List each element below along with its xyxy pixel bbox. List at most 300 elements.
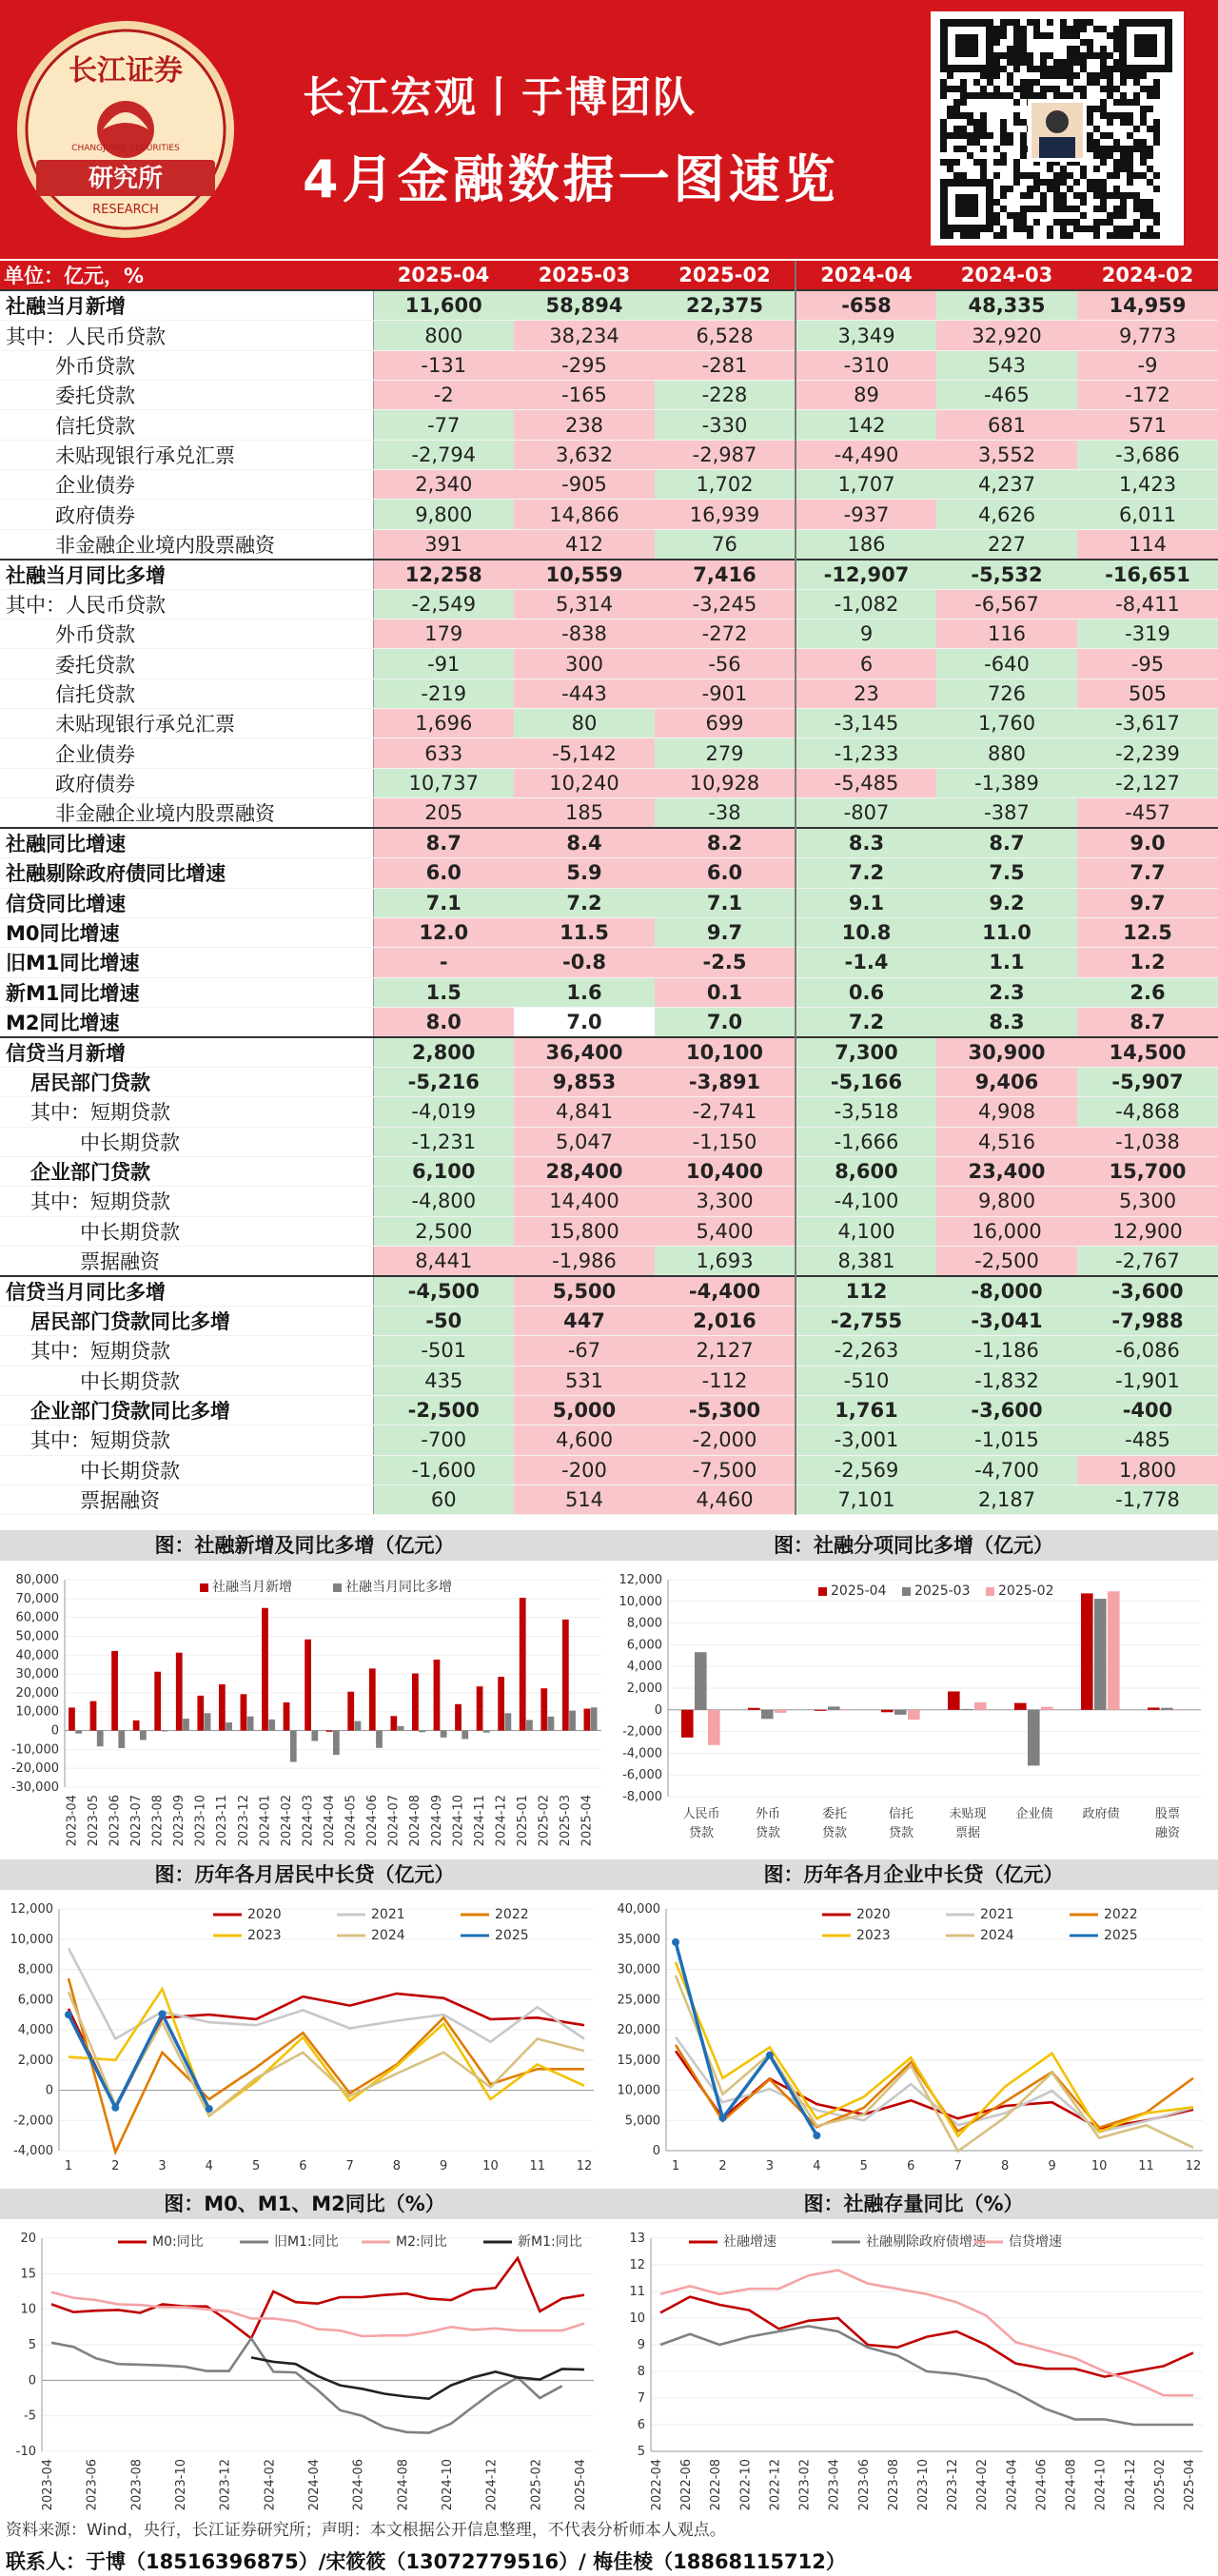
- table-cell: -1,038: [1077, 1127, 1218, 1156]
- bar: [311, 1731, 318, 1741]
- table-cell: 7.1: [655, 888, 796, 917]
- table-cell: -700: [373, 1426, 514, 1455]
- table-cell: 7.2: [796, 1007, 936, 1037]
- y-tick-label: 10: [20, 2302, 36, 2317]
- legend-label: 社融增速: [723, 2234, 776, 2250]
- x-tick-label: 1: [671, 2159, 680, 2173]
- row-label: 其中：短期贷款: [0, 1097, 373, 1127]
- x-tick-label: 2025-03: [559, 1795, 574, 1847]
- col-header: 2024-02: [1077, 261, 1218, 290]
- table-row: [0, 500, 1218, 529]
- y-tick-label: 0: [45, 2083, 53, 2098]
- table-cell: -165: [514, 381, 655, 410]
- data-point: [65, 2011, 72, 2018]
- table-cell: 10,240: [514, 768, 655, 797]
- table-cell: 2.6: [1077, 977, 1218, 1007]
- x-tick-label: 2024-12: [484, 2459, 500, 2511]
- data-point: [206, 2105, 213, 2113]
- table-cell: 89: [796, 381, 936, 410]
- bar: [1108, 1591, 1120, 1710]
- table-cell: -228: [655, 381, 796, 410]
- row-label: 新M1同比增速: [0, 977, 373, 1007]
- bar: [775, 1710, 787, 1713]
- table-cell: -905: [514, 470, 655, 500]
- y-tick-label: -10: [15, 2445, 36, 2459]
- y-tick-label: 2,000: [626, 1681, 662, 1696]
- table-cell: 5,500: [514, 1276, 655, 1307]
- table-cell: -77: [373, 410, 514, 440]
- y-tick-label: 8,000: [17, 1962, 53, 1977]
- bar: [1014, 1703, 1027, 1710]
- legend-label: 2020: [247, 1907, 282, 1922]
- x-tick-label: 2023-04: [65, 1795, 80, 1847]
- table-row: [0, 1426, 1218, 1455]
- row-label: 外币贷款: [0, 619, 373, 649]
- table-cell: 185: [514, 798, 655, 829]
- bar: [205, 1713, 211, 1730]
- x-tick-label: 2: [111, 2159, 120, 2173]
- bar: [333, 1731, 340, 1756]
- bar: [948, 1691, 960, 1709]
- table-cell: 11,600: [373, 290, 514, 321]
- table-cell: -658: [796, 290, 936, 321]
- table-row: [0, 1097, 1218, 1127]
- table-cell: 10,100: [655, 1037, 796, 1068]
- row-label: 信贷同比增速: [0, 888, 373, 917]
- row-label: 非金融企业境内股票融资: [0, 529, 373, 560]
- x-tick-label: 5: [251, 2159, 261, 2173]
- legend-label: 旧M1:同比: [274, 2234, 339, 2250]
- table-cell: 0.6: [796, 977, 936, 1007]
- table-row: [0, 1366, 1218, 1395]
- table-cell: 28,400: [514, 1156, 655, 1186]
- col-header: 2025-02: [655, 261, 796, 290]
- x-tick-label: 融资: [1154, 1826, 1181, 1840]
- x-tick-label: 2023-09: [172, 1795, 187, 1847]
- row-label: 其中：短期贷款: [0, 1187, 373, 1216]
- table-cell: 7.0: [514, 1007, 655, 1037]
- table-row: [0, 858, 1218, 888]
- table-cell: -1,600: [373, 1455, 514, 1485]
- x-tick-label: 2024-02: [279, 1795, 294, 1847]
- table-row: [0, 977, 1218, 1007]
- table-cell: -12,907: [796, 560, 936, 590]
- row-label: 信托贷款: [0, 410, 373, 440]
- row-label: 政府债券: [0, 500, 373, 529]
- y-tick-label: -4,000: [622, 1746, 662, 1761]
- table-cell: 3,300: [655, 1187, 796, 1216]
- bar: [326, 1731, 333, 1732]
- table-cell: -295: [514, 350, 655, 380]
- table-cell: 6.0: [655, 858, 796, 888]
- x-tick-label: 2024-03: [301, 1795, 316, 1847]
- y-tick-label: -2,000: [13, 2114, 53, 2129]
- x-tick-label: 2024-12: [1123, 2459, 1138, 2511]
- chart-social-financing: [0, 1563, 609, 1856]
- legend-label: 2021: [980, 1907, 1014, 1922]
- bar: [974, 1702, 987, 1710]
- table-cell: 880: [936, 738, 1077, 768]
- x-tick-label: 2024-08: [396, 2459, 411, 2511]
- table-cell: 8.0: [373, 1007, 514, 1037]
- x-tick-label: 2024-07: [386, 1795, 402, 1847]
- x-tick-label: 2025-04: [574, 2459, 588, 2511]
- y-tick-label: 6,000: [17, 1993, 53, 2008]
- source-note: 资料来源：Wind，央行，长江证券研究所；声明：本文根据公开信息整理，不代表分析师本人观点。: [6, 2521, 726, 2540]
- legend-label: M2:同比: [396, 2234, 447, 2250]
- col-header: 2025-04: [373, 261, 514, 290]
- row-label: 信托贷款: [0, 678, 373, 708]
- x-tick-label: 7: [953, 2159, 962, 2173]
- x-tick-label: 2022-10: [738, 2459, 754, 2511]
- table-cell: -1,778: [1077, 1485, 1218, 1515]
- table-cell: -3,145: [796, 709, 936, 738]
- table-cell: 447: [514, 1306, 655, 1335]
- x-tick-label: 外币: [755, 1807, 781, 1821]
- y-tick-label: -8,000: [622, 1790, 662, 1804]
- bar: [133, 1721, 140, 1731]
- y-tick-label: 0: [50, 1723, 59, 1739]
- table-row: [0, 798, 1218, 829]
- panel-title-3: 图：历年各月居民中长贷（亿元）: [0, 1859, 609, 1890]
- table-cell: 9.2: [936, 888, 1077, 917]
- table-cell: 8.7: [936, 828, 1077, 858]
- y-tick-label: 40,000: [15, 1648, 59, 1663]
- table-row: [0, 529, 1218, 560]
- x-tick-label: 8: [392, 2159, 402, 2173]
- row-label: 其中：短期贷款: [0, 1336, 373, 1366]
- bar: [526, 1720, 533, 1730]
- bar: [226, 1722, 232, 1731]
- series-line: [676, 2051, 1193, 2128]
- table-cell: -67: [514, 1336, 655, 1366]
- row-label: 委托贷款: [0, 381, 373, 410]
- x-tick-label: 2024-08: [408, 1795, 423, 1847]
- table-cell: 6.0: [373, 858, 514, 888]
- bar: [390, 1716, 397, 1730]
- table-row: [0, 321, 1218, 350]
- x-tick-label: 5: [859, 2159, 868, 2173]
- y-tick-label: 35,000: [617, 1932, 660, 1947]
- x-tick-label: 2024-10: [441, 2459, 455, 2511]
- bar: [75, 1731, 82, 1734]
- table-cell: -2,767: [1077, 1246, 1218, 1276]
- row-label: 非金融企业境内股票融资: [0, 798, 373, 829]
- y-tick-label: 8,000: [626, 1616, 662, 1631]
- table-cell: -3,600: [1077, 1276, 1218, 1307]
- table-cell: -3,001: [796, 1426, 936, 1455]
- table-cell: 6,528: [655, 321, 796, 350]
- table-cell: 12.0: [373, 917, 514, 947]
- x-tick-label: 2023-06: [85, 2459, 100, 2511]
- series-line: [69, 1948, 584, 2041]
- bar: [241, 1694, 247, 1730]
- table-cell: 238: [514, 410, 655, 440]
- legend-swatch: [200, 1583, 208, 1592]
- table-cell: 2,800: [373, 1037, 514, 1068]
- data-point: [672, 1938, 679, 1946]
- y-tick-label: 9: [637, 2338, 645, 2352]
- bar: [111, 1651, 118, 1731]
- table-cell: 14,500: [1077, 1037, 1218, 1068]
- table-cell: 1,423: [1077, 470, 1218, 500]
- series-line: [660, 2271, 1193, 2396]
- table-cell: -281: [655, 350, 796, 380]
- row-label: 社融同比增速: [0, 828, 373, 858]
- table-cell: 6: [796, 649, 936, 678]
- table-row: [0, 440, 1218, 469]
- bar: [708, 1710, 720, 1745]
- table-cell: -901: [655, 678, 796, 708]
- table-cell: 5.9: [514, 858, 655, 888]
- table-cell: 699: [655, 709, 796, 738]
- x-tick-label: 2023-08: [129, 2459, 145, 2511]
- legend-label: 2024: [371, 1928, 405, 1943]
- x-tick-label: 11: [529, 2159, 546, 2173]
- table-cell: -4,700: [936, 1455, 1077, 1485]
- x-tick-label: 2023-12: [218, 2459, 233, 2511]
- table-cell: 11.5: [514, 917, 655, 947]
- x-tick-label: 2023-12: [236, 1795, 251, 1847]
- data-point: [766, 2052, 774, 2059]
- chart-money-supply: [0, 2221, 609, 2512]
- table-cell: -6,086: [1077, 1336, 1218, 1366]
- y-tick-label: 15: [20, 2267, 36, 2282]
- table-cell: 279: [655, 738, 796, 768]
- table-cell: -2,987: [655, 440, 796, 469]
- row-label: 企业债券: [0, 470, 373, 500]
- x-tick-label: 2023-05: [86, 1795, 101, 1847]
- table-cell: 3,632: [514, 440, 655, 469]
- data-point: [813, 2132, 820, 2139]
- table-cell: -5,142: [514, 738, 655, 768]
- table-cell: -5,166: [796, 1067, 936, 1096]
- table-cell: -807: [796, 798, 936, 829]
- panel-title-2: 图：社融分项同比多增（亿元）: [609, 1530, 1218, 1561]
- legend-label: 2021: [371, 1907, 405, 1922]
- y-tick-label: -5: [24, 2409, 36, 2424]
- y-tick-label: 15,000: [617, 2053, 660, 2068]
- table-cell: 9.0: [1077, 828, 1218, 858]
- x-tick-label: 2024-06: [351, 2459, 366, 2511]
- table-row: [0, 828, 1218, 858]
- bar: [1028, 1710, 1040, 1766]
- y-tick-label: 12,000: [10, 1902, 53, 1917]
- table-cell: 8.4: [514, 828, 655, 858]
- row-label: 企业部门贷款: [0, 1156, 373, 1186]
- table-cell: -4,490: [796, 440, 936, 469]
- table-cell: -91: [373, 649, 514, 678]
- bar: [894, 1710, 907, 1715]
- table-cell: -2,794: [373, 440, 514, 469]
- row-label: 中长期贷款: [0, 1455, 373, 1485]
- table-cell: 12,258: [373, 560, 514, 590]
- x-tick-label: 2: [718, 2159, 727, 2173]
- y-tick-label: 20: [20, 2232, 36, 2246]
- table-cell: 5,314: [514, 589, 655, 619]
- row-label: 社融当月同比多增: [0, 560, 373, 590]
- table-cell: -56: [655, 649, 796, 678]
- table-cell: 12,900: [1077, 1216, 1218, 1246]
- table-cell: -: [373, 948, 514, 977]
- bar: [562, 1620, 569, 1731]
- x-tick-label: 未贴现: [949, 1807, 987, 1821]
- chart-sf-stock-growth: [609, 2221, 1218, 2512]
- table-row: [0, 649, 1218, 678]
- row-label: 其中：短期贷款: [0, 1426, 373, 1455]
- bar: [176, 1653, 183, 1731]
- row-label: 票据融资: [0, 1485, 373, 1515]
- table-cell: 7,300: [796, 1037, 936, 1068]
- bar: [569, 1711, 576, 1731]
- y-tick-label: 5: [28, 2338, 36, 2352]
- table-row: [0, 470, 1218, 500]
- table-cell: -200: [514, 1455, 655, 1485]
- table-cell: -2,549: [373, 589, 514, 619]
- table-cell: 227: [936, 529, 1077, 560]
- table-cell: 5,300: [1077, 1187, 1218, 1216]
- table-cell: -2,000: [655, 1426, 796, 1455]
- table-cell: 9,773: [1077, 321, 1218, 350]
- bar: [369, 1668, 376, 1730]
- bar: [591, 1707, 598, 1730]
- bar: [268, 1720, 275, 1731]
- table-row: [0, 381, 1218, 410]
- x-tick-label: 2023-06: [108, 1795, 123, 1847]
- series-line: [51, 2338, 562, 2432]
- data-point: [159, 2010, 167, 2017]
- table-cell: 1.2: [1077, 948, 1218, 977]
- table-cell: -38: [655, 798, 796, 829]
- bar: [355, 1721, 362, 1731]
- table-cell: -330: [655, 410, 796, 440]
- table-cell: -2,741: [655, 1097, 796, 1127]
- x-tick-label: 2023-10: [193, 1795, 208, 1847]
- y-tick-label: -2,000: [622, 1724, 662, 1740]
- table-row: [0, 1246, 1218, 1276]
- y-tick-label: 2,000: [17, 2053, 53, 2068]
- table-cell: 76: [655, 529, 796, 560]
- legend-label: 2023: [247, 1928, 282, 1943]
- table-row: [0, 350, 1218, 380]
- x-tick-label: 2025-02: [1152, 2459, 1168, 2511]
- table-cell: 2,127: [655, 1336, 796, 1366]
- bar: [140, 1731, 147, 1740]
- table-row: [0, 1276, 1218, 1307]
- svg-text:CHANGJIANG SECURITIES: CHANGJIANG SECURITIES: [71, 144, 180, 153]
- y-tick-label: 10,000: [617, 2083, 660, 2098]
- x-tick-label: 7: [345, 2159, 354, 2173]
- table-cell: -501: [373, 1336, 514, 1366]
- table-row: [0, 1455, 1218, 1485]
- table-cell: 36,400: [514, 1037, 655, 1068]
- team-title: 长江宏观丨于博团队: [303, 73, 697, 122]
- table-cell: 179: [373, 619, 514, 649]
- table-cell: 1,800: [1077, 1455, 1218, 1485]
- table-cell: 23,400: [936, 1156, 1077, 1186]
- legend-label: 2023: [856, 1928, 891, 1943]
- table-cell: -172: [1077, 381, 1218, 410]
- x-tick-label: 9: [440, 2159, 448, 2173]
- table-cell: -1,233: [796, 738, 936, 768]
- x-tick-label: 2024-05: [344, 1795, 359, 1847]
- bar: [681, 1710, 694, 1738]
- table-cell: -219: [373, 678, 514, 708]
- bar: [219, 1684, 226, 1731]
- table-cell: -319: [1077, 619, 1218, 649]
- x-tick-label: 4: [813, 2159, 821, 2173]
- panel-title-5: 图：M0、M1、M2同比（%）: [0, 2189, 609, 2219]
- table-row: [0, 1485, 1218, 1515]
- table-cell: -4,800: [373, 1187, 514, 1216]
- x-tick-label: 2024-04: [307, 2459, 322, 2511]
- table-cell: 4,626: [936, 500, 1077, 529]
- table-row: [0, 709, 1218, 738]
- header-banner: [0, 0, 1218, 259]
- table-cell: 300: [514, 649, 655, 678]
- table-cell: 8,600: [796, 1156, 936, 1186]
- series-line: [676, 2037, 1193, 2133]
- table-cell: 543: [936, 350, 1077, 380]
- table-cell: 9.7: [1077, 888, 1218, 917]
- table-cell: 633: [373, 738, 514, 768]
- x-tick-label: 股票: [1154, 1807, 1181, 1821]
- x-tick-label: 2022-12: [768, 2459, 783, 2511]
- x-tick-label: 2023-07: [128, 1795, 144, 1847]
- bar: [828, 1706, 840, 1709]
- table-cell: 22,375: [655, 290, 796, 321]
- y-tick-label: 0: [654, 1702, 662, 1718]
- table-cell: -1,186: [936, 1336, 1077, 1366]
- table-cell: 9.1: [796, 888, 936, 917]
- legend-label: 2025-03: [914, 1583, 971, 1599]
- table-cell: 1,760: [936, 709, 1077, 738]
- row-label: 社融剔除政府债同比增速: [0, 858, 373, 888]
- x-tick-label: 2023-02: [797, 2459, 813, 2511]
- x-tick-label: 2024-12: [494, 1795, 509, 1847]
- table-cell: 23: [796, 678, 936, 708]
- table-cell: -1,231: [373, 1127, 514, 1156]
- table-cell: 10,400: [655, 1156, 796, 1186]
- row-label: 企业债券: [0, 738, 373, 768]
- row-label: 政府债券: [0, 768, 373, 797]
- table-cell: -2.5: [655, 948, 796, 977]
- table-cell: -4,400: [655, 1276, 796, 1307]
- bar: [1041, 1707, 1053, 1710]
- table-cell: 4,908: [936, 1097, 1077, 1127]
- x-tick-label: 2024-01: [258, 1795, 273, 1847]
- x-tick-label: 3: [765, 2159, 775, 2173]
- bar: [262, 1608, 268, 1731]
- y-tick-label: 0: [28, 2373, 36, 2389]
- table-cell: 14,400: [514, 1187, 655, 1216]
- row-label: 旧M1同比增速: [0, 948, 373, 977]
- qr-code-icon[interactable]: [931, 11, 1184, 246]
- x-tick-label: 企业债: [1015, 1807, 1053, 1821]
- table-cell: 9: [796, 619, 936, 649]
- table-cell: -3,518: [796, 1097, 936, 1127]
- x-tick-label: 2024-04: [1005, 2459, 1020, 2511]
- table-cell: 4,460: [655, 1485, 796, 1515]
- panel-title-4: 图：历年各月企业中长贷（亿元）: [609, 1859, 1218, 1890]
- row-label: 中长期贷款: [0, 1127, 373, 1156]
- table-cell: 681: [936, 410, 1077, 440]
- table-cell: -1.4: [796, 948, 936, 977]
- x-tick-label: 贷款: [688, 1826, 715, 1840]
- bar: [434, 1660, 441, 1731]
- table-row: [0, 1067, 1218, 1096]
- x-tick-label: 3: [158, 2159, 167, 2173]
